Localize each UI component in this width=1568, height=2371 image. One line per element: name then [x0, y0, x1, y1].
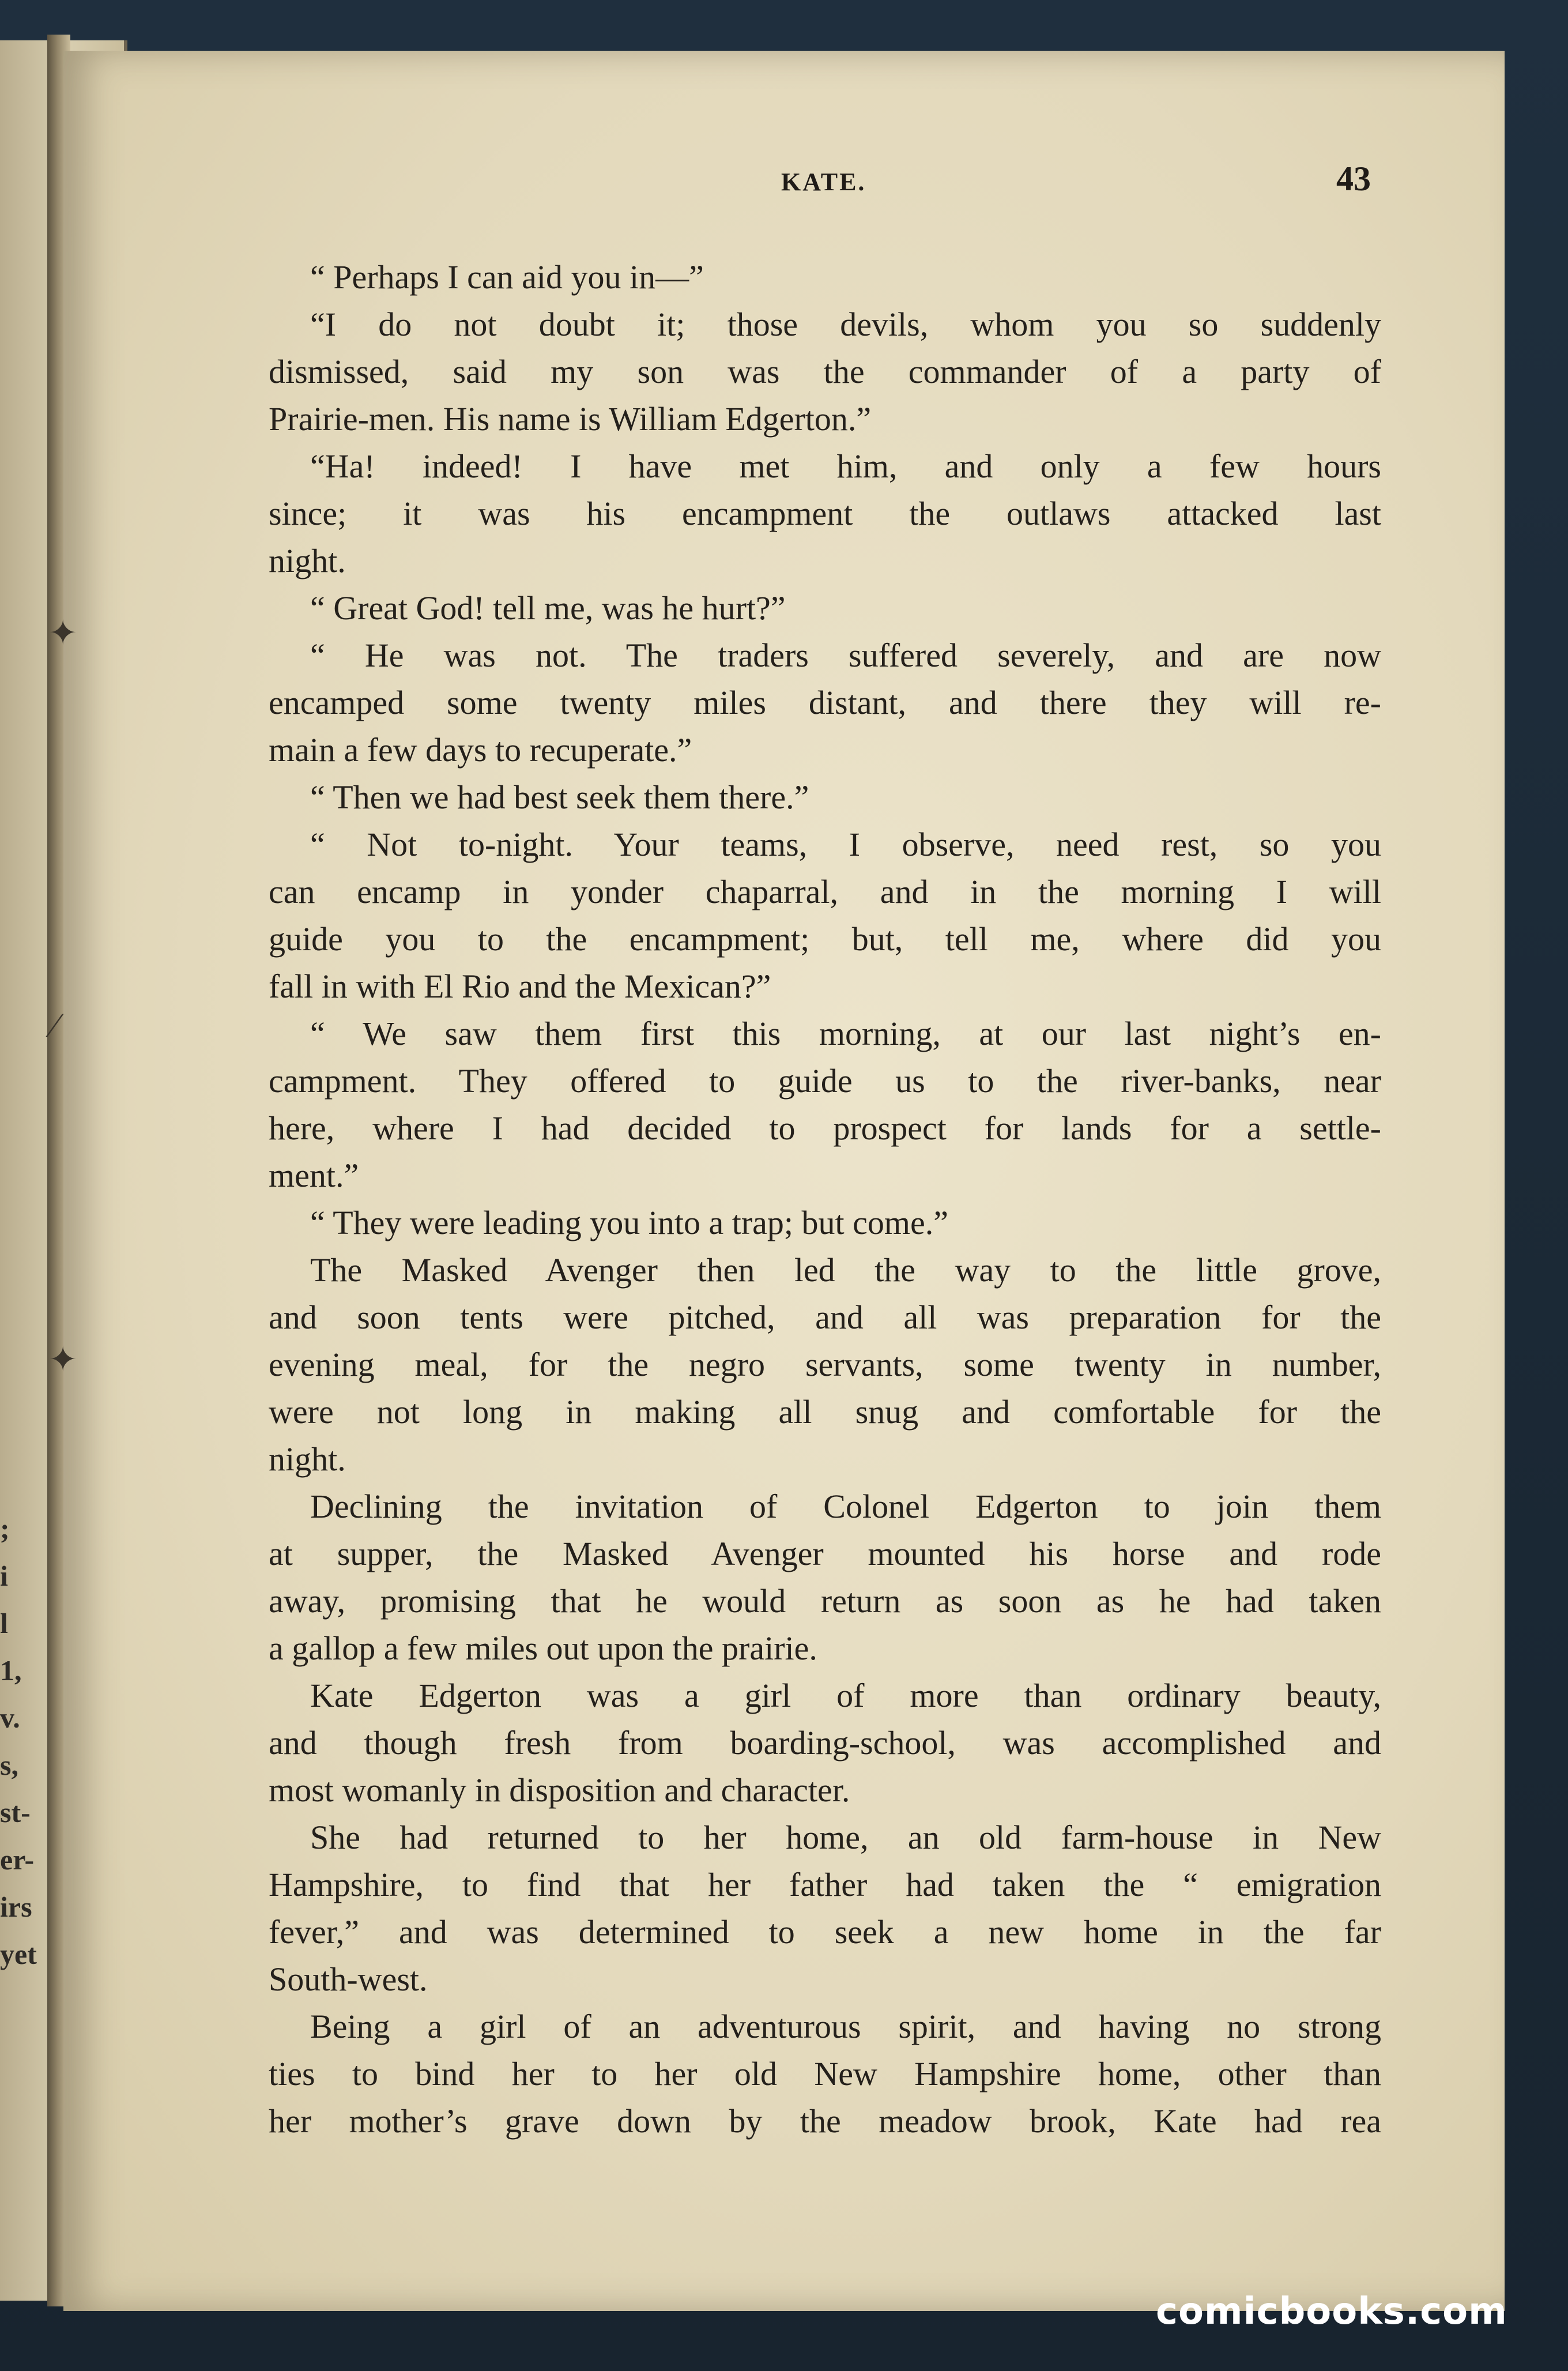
- facing-page-fragment: 1,: [0, 1654, 22, 1687]
- text-line: She had returned to her home, an old farm-house in New: [310, 1819, 1381, 1856]
- text-line: ment.”: [269, 1157, 359, 1194]
- facing-page-fragment: er-: [0, 1843, 35, 1876]
- facing-page-fragment: st-: [0, 1796, 31, 1828]
- text-line: encamped some twenty miles distant, and there they will re-: [269, 684, 1381, 721]
- text-line: “ He was not. The traders suffered severely, and are now: [310, 637, 1381, 674]
- text-line: “ Not to-night. Your teams, I observe, need rest, so you: [310, 826, 1381, 863]
- binding-stitch-hole: ✦: [48, 614, 78, 652]
- text-line: fever,” and was determined to seek a new home in the far: [269, 1913, 1381, 1951]
- binding-stitch-hole: ⁄: [52, 1006, 58, 1044]
- text-line: guide you to the encampment; but, tell me, where did you: [269, 920, 1381, 958]
- text-line: here, where I had decided to prospect for lands for a settle-: [269, 1109, 1381, 1147]
- text-line: Hampshire, to find that her father had taken the “ emigration: [269, 1866, 1381, 1903]
- text-line: “ They were leading you into a trap; but come.”: [310, 1204, 948, 1241]
- text-line: and soon tents were pitched, and all was preparation for the: [269, 1299, 1381, 1336]
- text-line: evening meal, for the negro servants, some twenty in number,: [269, 1346, 1381, 1383]
- text-line: at supper, the Masked Avenger mounted his horse and rode: [269, 1535, 1381, 1572]
- text-line: “ Perhaps I can aid you in—”: [310, 258, 704, 296]
- text-line: and though fresh from boarding-school, was accomplished and: [269, 1724, 1381, 1762]
- text-line: since; it was his encampment the outlaws attacked last: [269, 495, 1381, 532]
- facing-page-fragment: l: [0, 1607, 8, 1639]
- text-line: a gallop a few miles out upon the prairie.: [269, 1629, 817, 1667]
- text-line: South-west.: [269, 1960, 428, 1998]
- running-head: KATE.: [781, 168, 866, 196]
- text-line: “Ha! indeed! I have met him, and only a few hours: [310, 447, 1381, 485]
- text-line: fall in with El Rio and the Mexican?”: [269, 968, 771, 1005]
- text-line: main a few days to recuperate.”: [269, 731, 692, 769]
- text-line: Kate Edgerton was a girl of more than ordinary beauty,: [310, 1677, 1381, 1714]
- text-line: Prairie-men. His name is William Edgerton.”: [269, 400, 872, 438]
- text-line: “I do not doubt it; those devils, whom you so suddenly: [310, 306, 1381, 343]
- facing-page-fragment: s,: [0, 1749, 18, 1781]
- text-line: “ Great God! tell me, was he hurt?”: [310, 589, 786, 627]
- facing-page-fragment: i: [0, 1560, 8, 1592]
- text-line: can encamp in yonder chaparral, and in the morning I will: [269, 873, 1381, 910]
- text-line: “ We saw them first this morning, at our last night’s en-: [310, 1015, 1381, 1052]
- text-line: Declining the invitation of Colonel Edgerton to join them: [310, 1488, 1381, 1525]
- text-line: her mother’s grave down by the meadow brook, Kate had rea: [269, 2102, 1381, 2140]
- facing-page-fragment: ;: [0, 1512, 10, 1545]
- text-line: ties to bind her to her old New Hampshire home, other than: [269, 2055, 1381, 2092]
- text-line: Being a girl of an adventurous spirit, and having no strong: [310, 2008, 1381, 2045]
- text-line: most womanly in disposition and character.: [269, 1771, 850, 1809]
- text-line: away, promising that he would return as soon as he had taken: [269, 1582, 1381, 1620]
- text-line: were not long in making all snug and comfortable for the: [269, 1393, 1381, 1431]
- binding-stitch-hole: ✦: [48, 1341, 78, 1379]
- text-line: “ Then we had best seek them there.”: [310, 778, 809, 816]
- facing-page-fragment: irs: [0, 1891, 32, 1923]
- facing-page-text-fragments: [0, 1505, 46, 1978]
- text-line: The Masked Avenger then led the way to the little grove,: [310, 1251, 1381, 1289]
- body-text: [269, 254, 1381, 2145]
- text-line: night.: [269, 1440, 346, 1478]
- text-line: campment. They offered to guide us to the river-banks, near: [269, 1062, 1381, 1100]
- facing-page-fragment: yet: [0, 1938, 37, 1970]
- watermark: comicbooks.com: [1156, 2290, 1507, 2333]
- facing-page-fragment: v.: [0, 1702, 20, 1734]
- text-line: night.: [269, 542, 346, 579]
- page-number: 43: [1336, 160, 1371, 198]
- text-line: dismissed, said my son was the commander of a party of: [269, 353, 1381, 390]
